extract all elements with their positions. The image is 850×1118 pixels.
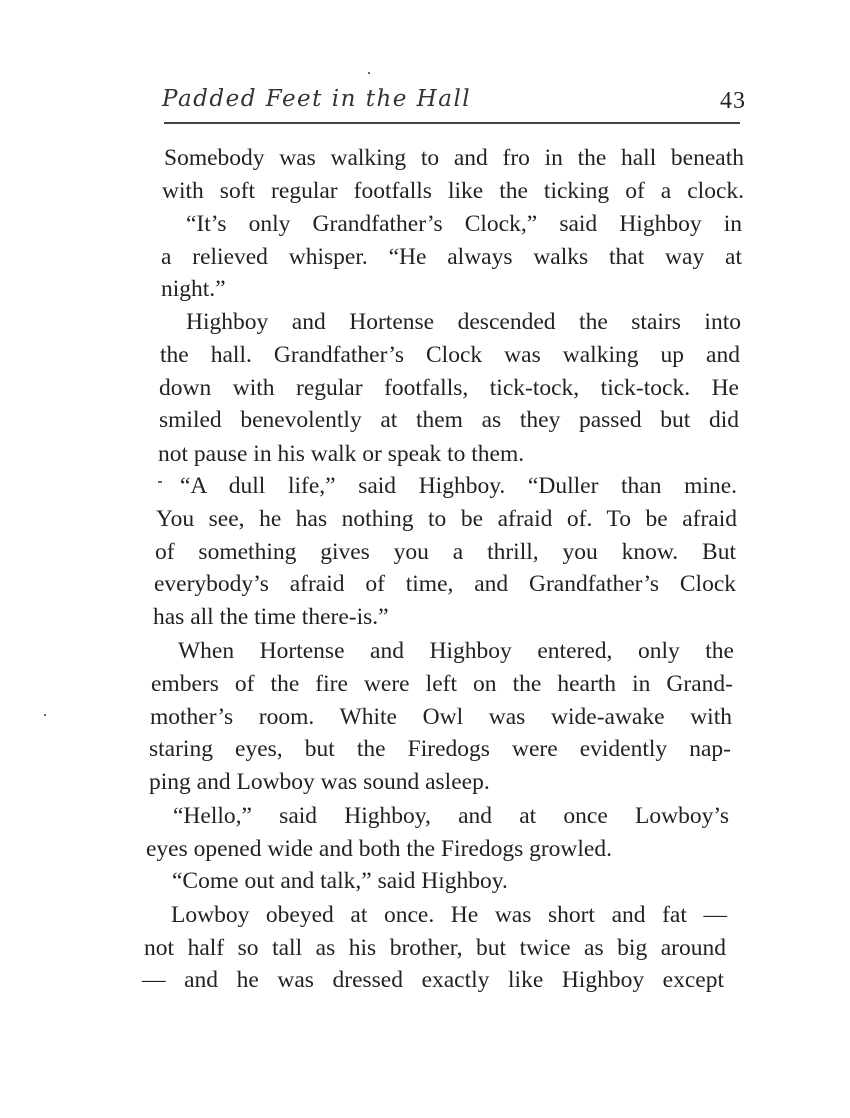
text-line: with soft regular footfalls like the ticking of a clock.	[162, 178, 744, 204]
print-speck	[44, 714, 46, 716]
running-title: Padded Feet in the Hall	[162, 86, 472, 112]
text-line: eyes opened wide and both the Firedogs growled.	[146, 836, 612, 862]
text-line: has all the time there-is.”	[153, 604, 389, 630]
text-line: — and he was dressed exactly like Highboy except	[142, 967, 724, 993]
text-line: of something gives you a thrill, you know. But	[155, 539, 736, 565]
text-line: You see, he has nothing to be afraid of. To be afraid	[156, 506, 737, 532]
text-line: the hall. Grandfather’s Clock was walking up and	[160, 342, 740, 368]
page-header	[162, 86, 750, 120]
print-speck	[368, 72, 370, 74]
text-line: not half so tall as his brother, but twice as big around	[144, 935, 726, 961]
text-line: “Come out and talk,” said Highboy.	[172, 868, 508, 894]
text-line: “It’s only Grandfather’s Clock,” said Highboy in	[186, 211, 742, 237]
text-line: When Hortense and Highboy entered, only the	[178, 638, 734, 664]
text-line: a relieved whisper. “He always walks that way at	[161, 244, 742, 270]
text-line: embers of the fire were left on the hearth in Grand-	[151, 671, 733, 697]
text-line: mother’s room. White Owl was wide-awake with	[150, 704, 732, 730]
text-line: night.”	[161, 276, 226, 302]
text-line: ping and Lowboy was sound asleep.	[149, 769, 490, 795]
text-line: “A dull life,” said Highboy. “Duller than mine.	[180, 473, 737, 499]
text-line: everybody’s afraid of time, and Grandfather’s Clock	[154, 571, 736, 597]
text-line: Highboy and Hortense descended the stairs into	[186, 309, 741, 335]
text-line: Somebody was walking to and fro in the hall beneath	[164, 145, 744, 171]
text-line: staring eyes, but the Firedogs were evidently nap-	[149, 736, 731, 762]
text-line: down with regular footfalls, tick-tock, tick-tock. He	[159, 375, 739, 401]
header-rule	[164, 122, 740, 124]
text-line: smiled benevolently at them as they passed but did	[159, 407, 739, 433]
text-line: not pause in his walk or speak to them.	[158, 441, 525, 467]
print-speck	[158, 481, 162, 483]
page-number: 43	[720, 88, 746, 114]
text-line: Lowboy obeyed at once. He was short and fat —	[171, 902, 727, 928]
text-line: “Hello,” said Highboy, and at once Lowboy’s	[173, 803, 729, 829]
